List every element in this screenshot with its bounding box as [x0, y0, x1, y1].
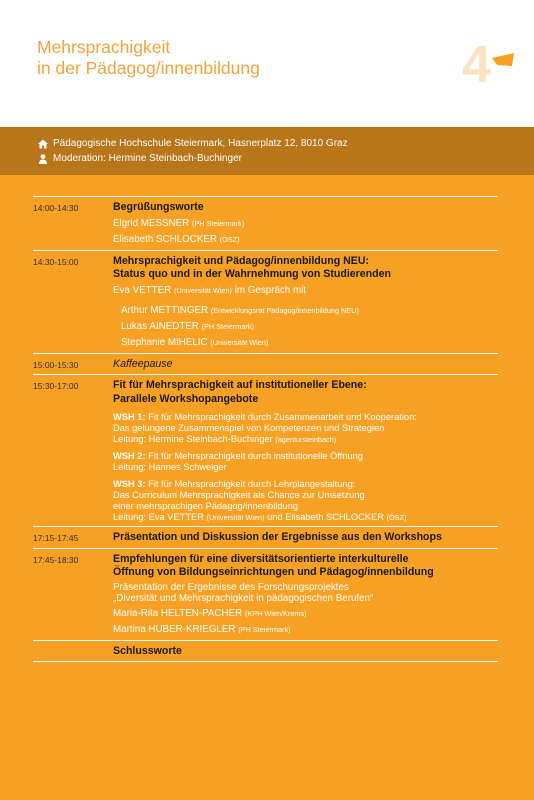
session-title: Präsentation und Diskussion der Ergebnisse aus den Workshops — [113, 531, 442, 543]
schedule-block-presentation — [33, 527, 498, 548]
title-line-2: in der Pädagog/innenbildung — [37, 58, 260, 78]
schedule-block-status-quo — [33, 251, 498, 353]
workshop-3: WSH 3: Fit für Mehrsprachigkeit durch Lehrplangestaltung: Das Curriculum Mehrsprachigkeit als Chance zur Umsetzung einer mehrsprachigen Pädagog/innenbildung Leitung: Eva VETTER (Universität Wien) und Elisabeth SCHLOCKER (ÖSZ) — [113, 479, 407, 522]
speaker-line: Maria-Rita HELTEN-PACHER (KPH Wien/Krems) — [113, 607, 307, 619]
schedule-block-recommendations — [33, 549, 498, 640]
schedule-block-break — [33, 354, 498, 375]
guest-line: Stephanie MIHELIC (Universität Wien) — [121, 336, 269, 348]
time-slot: 17:45-18:30 — [33, 554, 79, 565]
badge-number: 4 — [462, 38, 491, 88]
time-slot: 15:00-15:30 — [33, 359, 79, 370]
page-title — [37, 37, 260, 79]
title-line-1: Mehrsprachigkeit — [37, 37, 171, 57]
workshop-1: WSH 1: Fit für Mehrsprachigkeit durch Zusammenarbeit und Kooperation: Das gelungene Zusammenspiel von Kompetenzen und Strategien Leitung: Hermine Steinbach-Buchinger (agentursteinbach) — [113, 412, 417, 444]
section-number-badge — [462, 38, 516, 88]
description-line: „Diversität und Mehrsprachigkeit in pädagogischen Berufen“ — [113, 593, 374, 604]
workshop-2: WSH 2: Fit für Mehrsprachigkeit durch institutionelle Öffnung Leitung: Hannes Schweiger — [113, 451, 363, 472]
schedule-block-closing — [33, 641, 498, 662]
moderation-text: Moderation: Hermine Steinbach-Buchinger — [53, 153, 242, 164]
time-slot: 14:00-14:30 — [33, 203, 79, 213]
session-title: Fit für Mehrsprachigkeit auf institutioneller Ebene: Parallele Workshopangebote — [113, 379, 367, 405]
divider — [33, 661, 498, 662]
guest-line: Lukas AINEDTER (PH Steiermark) — [121, 320, 254, 332]
session-title: Schlussworte — [113, 644, 182, 657]
speaker-line: Martina HUBER-KRIEGLER (PH Steiermark) — [113, 623, 291, 635]
schedule-block-welcome — [33, 197, 498, 250]
description-line: Präsentation der Ergebnisse des Forschungsprojektes — [113, 581, 349, 593]
session-title: Kaffeepause — [113, 357, 173, 370]
home-icon — [38, 139, 48, 149]
schedule-block-workshops — [33, 375, 498, 526]
session-title: Empfehlungen für eine diversitätsorientierte interkulturelle Öffnung von Bildungseinrichtungen und Pädagog/innenbildung — [113, 552, 434, 578]
time-slot — [33, 643, 113, 659]
person-icon — [38, 154, 48, 164]
header — [0, 0, 534, 127]
time-slot: 14:30-15:00 — [33, 256, 79, 267]
badge-flag-icon — [492, 53, 514, 66]
event-info-bar — [0, 127, 534, 175]
program-schedule — [33, 196, 498, 662]
speaker-line: Elgrid MESSNER (PH Steiermark) — [113, 217, 245, 229]
time-slot: 15:30-17:00 — [33, 381, 79, 391]
session-title: Mehrsprachigkeit und Pädagog/innenbildung NEU: Status quo und in der Wahrnehmung von Studierenden — [113, 254, 391, 280]
time-slot: 17:15-17:45 — [33, 533, 79, 543]
location-text: Pädagogische Hochschule Steiermark, Hasnerplatz 12, 8010 Graz — [53, 138, 348, 149]
guest-line: Arthur METTINGER (Entwicklungsrat Pädagog/innenbildung NEU) — [121, 304, 359, 316]
location-row — [38, 138, 348, 149]
moderation-row — [38, 153, 242, 164]
speaker-line: Eva VETTER (Universität Wien) im Gespräch mit — [113, 284, 307, 296]
session-title: Begrüßungsworte — [113, 201, 204, 213]
speaker-line: Elisabeth SCHLOCKER (ÖSZ) — [113, 233, 240, 245]
